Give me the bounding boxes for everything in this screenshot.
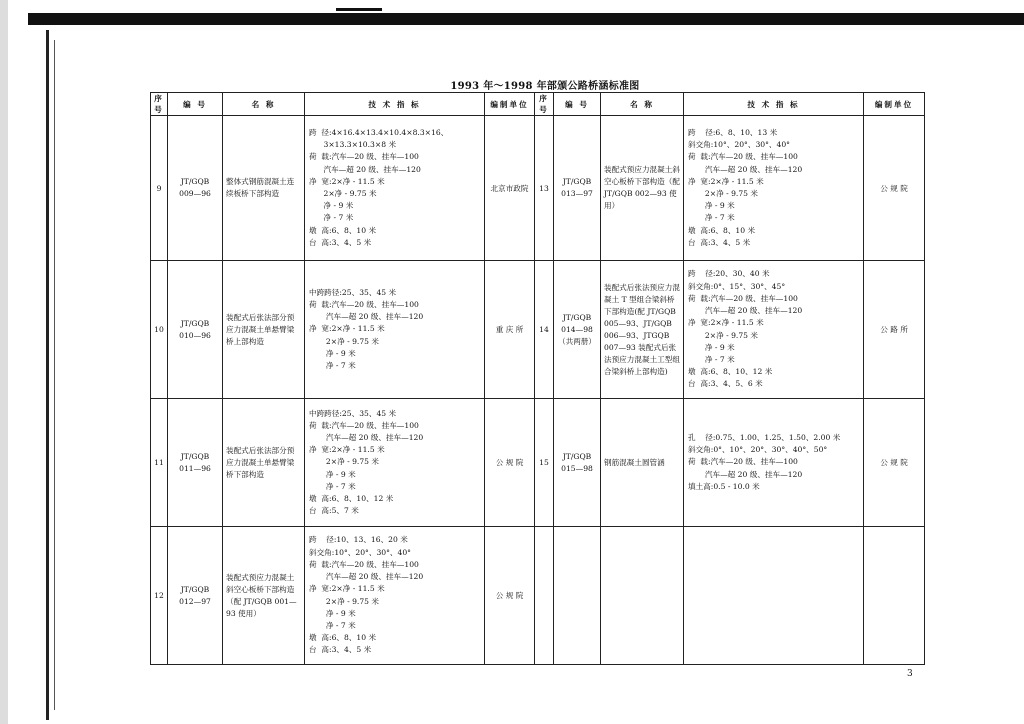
tech-spec-line: 汽车—超 20 级、挂车—120	[688, 469, 803, 479]
tech-spec-line: 汽车—超 20 级、挂车—120	[309, 572, 424, 582]
unit-cell: 公 路 所	[864, 261, 925, 399]
tech-spec-line: 净 - 7 米	[688, 354, 735, 364]
header-seq: 序号	[535, 93, 554, 116]
unit-cell: 公 规 院	[864, 116, 925, 261]
name-cell: 装配式预应力混凝土斜空心板桥下部构造（配 JT/GQB 001—93 使用）	[223, 527, 305, 665]
seq-cell: 14	[535, 261, 554, 399]
tech-spec-line: 净 - 9 米	[309, 348, 356, 358]
table-row	[151, 399, 925, 527]
tech-spec-cell	[305, 399, 485, 527]
tech-spec-line: 汽车—超 20 级、挂车—120	[309, 312, 424, 322]
header-tech: 技 术 指 标	[305, 93, 485, 116]
header-code: 编 号	[554, 93, 601, 116]
table-row	[151, 116, 925, 261]
tech-spec-line: 2×净 - 9.75 米	[688, 330, 758, 340]
tech-spec-line: 台 高:3、4、5 米	[688, 237, 751, 247]
tech-spec-line: 跨 径:4×16.4×13.4×10.4×8.3×16、	[309, 127, 449, 137]
unit-cell: 重 庆 所	[485, 261, 535, 399]
unit-cell: 公 规 院	[485, 527, 535, 665]
header-name: 名 称	[601, 93, 684, 116]
tech-spec-line: 台 高:3、4、5、6 米	[688, 379, 763, 389]
tech-spec-line: 净 - 9 米	[309, 469, 356, 479]
code-line: 015—98	[561, 463, 593, 473]
tech-spec-line: 3×13.3×10.3×8 米	[309, 140, 397, 150]
code-cell	[554, 261, 601, 399]
header-name: 名 称	[223, 93, 305, 116]
tech-spec-line: 填土高:0.5 - 10.0 米	[688, 481, 760, 491]
tech-spec-line: 斜交角:0°、15°、30°、45°	[688, 281, 786, 291]
tech-spec-line: 净 - 7 米	[309, 213, 354, 223]
binding-line-thin	[54, 40, 55, 710]
tech-spec-line: 跨 径:6、8、10、13 米	[688, 127, 778, 137]
empty-cell	[535, 527, 554, 665]
code-cell	[168, 527, 223, 665]
tech-spec-line: 净 宽:2×净 - 11.5 米	[309, 176, 385, 186]
code-cell	[554, 399, 601, 527]
table-header-row	[151, 93, 925, 116]
code-line: （共两册）	[558, 336, 596, 346]
header-tech: 技 术 指 标	[684, 93, 864, 116]
code-line: 009—96	[179, 189, 211, 198]
unit-cell: 北京市政院	[485, 116, 535, 261]
page-title: 1993 年～1998 年部颁公路桥涵标准图	[450, 81, 640, 92]
tech-spec-line: 跨 径:20、30、40 米	[688, 269, 770, 279]
tech-spec-line: 荷 载:汽车—20 级、挂车—100	[688, 457, 798, 467]
table-row	[151, 261, 925, 399]
tech-spec-line: 2×净 - 9.75 米	[309, 189, 377, 198]
scan-top-border	[28, 13, 1024, 25]
table-row	[151, 527, 925, 665]
tech-spec-line: 汽车—超 20 级、挂车—120	[688, 306, 803, 316]
header-unit: 编制单位	[864, 93, 925, 116]
header-seq: 序号	[151, 93, 168, 116]
tech-spec-line: 净 宽:2×净 - 11.5 米	[688, 176, 764, 186]
tech-spec-line: 净 宽:2×净 - 11.5 米	[309, 584, 385, 594]
name-cell: 装配式后张法部分预应力混凝土单悬臂梁桥上部构造	[223, 261, 305, 399]
binding-line	[46, 30, 49, 720]
tech-spec-line: 净 宽:2×净 - 11.5 米	[309, 324, 385, 334]
tech-spec-line: 孔 径:0.75、1.00、1.25、1.50、2.00 米	[688, 432, 841, 442]
tech-spec-line: 净 宽:2×净 - 11.5 米	[309, 445, 385, 455]
empty-cell	[684, 527, 864, 665]
name-cell: 装配式后张法预应力混凝土 T 型组合梁斜桥下部构造(配 JT/GQB 005—93、JT/GQB 006—93、JTGQB 007—93 装配式后张法预应力混凝土工型组合梁斜桥上部构造)	[601, 261, 684, 399]
seq-cell: 12	[151, 527, 168, 665]
code-line: JT/GQB	[562, 451, 592, 461]
tech-spec-line: 净 - 7 米	[309, 361, 356, 370]
tech-spec-cell	[305, 261, 485, 399]
tech-spec-line: 2×净 - 9.75 米	[309, 336, 379, 346]
empty-cell	[864, 527, 925, 665]
seq-cell: 11	[151, 399, 168, 527]
tech-spec-line: 净 - 9 米	[688, 342, 735, 352]
header-code: 编 号	[168, 93, 223, 116]
tech-spec-line: 净 宽:2×净 - 11.5 米	[688, 318, 764, 328]
tech-spec-line: 荷 载:汽车—20 级、挂车—100	[688, 152, 798, 162]
tech-spec-cell	[684, 116, 864, 261]
tech-spec-line: 斜交角:10°、20°、30°、40°	[688, 140, 790, 150]
name-cell: 整体式钢筋混凝土连续板桥下部构造	[223, 116, 305, 261]
code-cell	[168, 261, 223, 399]
code-line: 013—97	[561, 189, 593, 198]
tech-spec-line: 中跨跨径:25、35、45 米	[309, 408, 397, 418]
tech-spec-line: 净 - 9 米	[309, 201, 354, 211]
code-line: 014—98	[561, 324, 593, 334]
header-unit: 编制单位	[485, 93, 535, 116]
tech-spec-cell	[684, 399, 864, 527]
scan-edge	[0, 0, 8, 724]
unit-cell: 公 规 院	[485, 399, 535, 527]
code-line: 012—97	[179, 596, 211, 606]
tech-spec-line: 净 - 9 米	[309, 608, 356, 618]
name-cell: 钢筋混凝土圆管涵	[601, 399, 684, 527]
tech-spec-cell	[305, 116, 485, 261]
tech-spec-line: 净 - 9 米	[688, 201, 735, 211]
tech-spec-line: 斜交角:0°、10°、20°、30°、40°、50°	[688, 445, 828, 455]
tech-spec-line: 汽车—超 20 级、挂车—120	[688, 164, 803, 174]
tech-spec-line: 墩 高:6、8、10、12 米	[309, 494, 394, 503]
tech-spec-line: 荷 载:汽车—20 级、挂车—100	[309, 420, 419, 430]
empty-cell	[601, 527, 684, 665]
name-cell: 装配式预应力混凝土斜空心板桥下部构造（配 JT/GQB 002—93 使用）	[601, 116, 684, 261]
tech-spec-line: 2×净 - 9.75 米	[688, 189, 758, 198]
unit-cell: 公 规 院	[864, 399, 925, 527]
tech-spec-line: 荷 载:汽车—20 级、挂车—100	[309, 299, 419, 309]
standards-table	[150, 92, 925, 665]
code-line: JT/GQB	[180, 177, 210, 186]
code-line: 010—96	[179, 330, 211, 340]
code-line: JT/GQB	[180, 584, 210, 594]
tech-spec-line: 墩 高:6、8、10 米	[309, 633, 377, 643]
page-number: 3	[907, 669, 913, 679]
code-line: 011—96	[179, 463, 211, 473]
seq-cell: 13	[535, 116, 554, 261]
tech-spec-line: 墩 高:6、8、10 米	[309, 225, 377, 235]
tech-spec-line: 净 - 7 米	[309, 481, 356, 491]
tech-spec-line: 汽车—超 20 级、挂车—120	[309, 164, 421, 174]
code-line: JT/GQB	[180, 451, 210, 461]
code-line: JT/GQB	[562, 177, 592, 186]
tech-spec-line: 墩 高:6、8、10、12 米	[688, 367, 773, 377]
tech-spec-line: 台 高:5、7 米	[309, 506, 359, 516]
code-cell	[554, 116, 601, 261]
seq-cell: 9	[151, 116, 168, 261]
tech-spec-line: 2×净 - 9.75 米	[309, 457, 379, 467]
tech-spec-line: 荷 载:汽车—20 级、挂车—100	[309, 559, 419, 569]
tech-spec-line: 台 高:3、4、5 米	[309, 237, 372, 247]
tech-spec-line: 荷 载:汽车—20 级、挂车—100	[688, 293, 798, 303]
tech-spec-line: 荷 载:汽车—20 级、挂车—100	[309, 152, 419, 162]
empty-cell	[554, 527, 601, 665]
tech-spec-cell	[684, 261, 864, 399]
tech-spec-line: 台 高:3、4、5 米	[309, 645, 372, 655]
code-cell	[168, 399, 223, 527]
tech-spec-line: 斜交角:10°、20°、30°、40°	[309, 547, 411, 557]
seq-cell: 15	[535, 399, 554, 527]
seq-cell: 10	[151, 261, 168, 399]
scan-mark	[336, 8, 382, 11]
tech-spec-line: 汽车—超 20 级、挂车—120	[309, 432, 424, 442]
code-cell	[168, 116, 223, 261]
tech-spec-line: 跨 径:10、13、16、20 米	[309, 535, 408, 545]
tech-spec-line: 中跨跨径:25、35、45 米	[309, 287, 397, 297]
name-cell: 装配式后张法部分预应力混凝土单悬臂梁桥下部构造	[223, 399, 305, 527]
code-line: JT/GQB	[562, 312, 592, 322]
tech-spec-line: 2×净 - 9.75 米	[309, 596, 379, 606]
tech-spec-line: 墩 高:6、8、10 米	[688, 225, 756, 235]
tech-spec-line: 净 - 7 米	[688, 213, 735, 223]
tech-spec-cell	[305, 527, 485, 665]
tech-spec-line: 净 - 7 米	[309, 620, 356, 630]
code-line: JT/GQB	[180, 318, 210, 328]
